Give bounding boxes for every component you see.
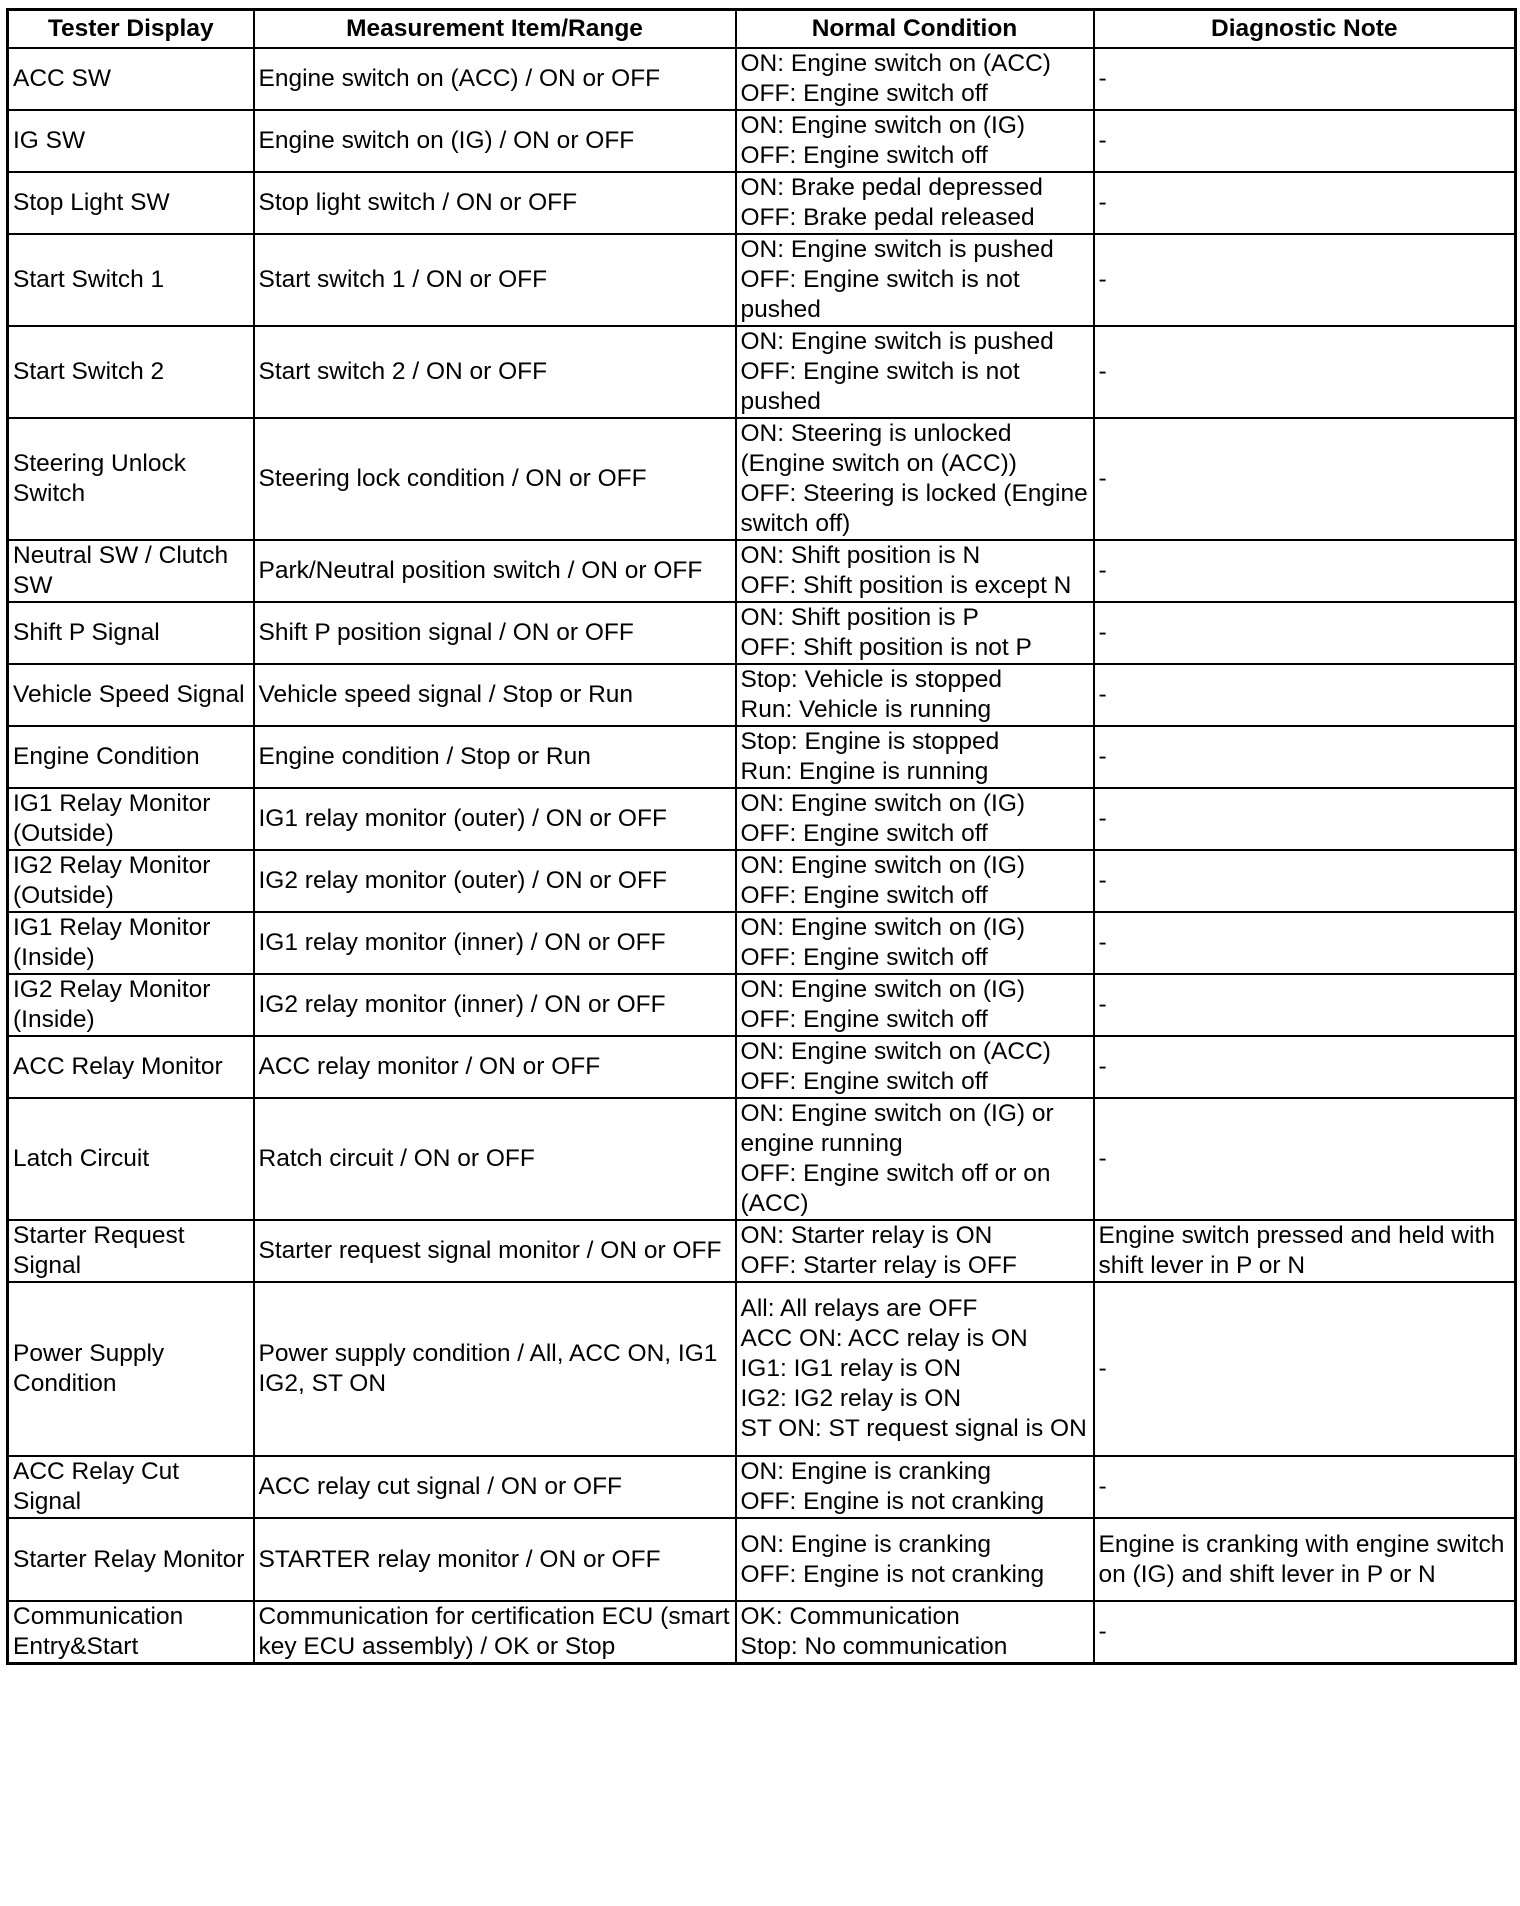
tester-display-cell: Starter Relay Monitor bbox=[8, 1518, 254, 1601]
diagnostic-note-cell: - bbox=[1094, 974, 1516, 1036]
normal-condition-cell: ON: Engine switch on (ACC) OFF: Engine switch off bbox=[736, 1036, 1094, 1098]
normal-condition-cell: ON: Shift position is N OFF: Shift position is except N bbox=[736, 540, 1094, 602]
tester-display-cell: IG2 Relay Monitor (Outside) bbox=[8, 850, 254, 912]
measurement-item-cell: Stop light switch / ON or OFF bbox=[254, 172, 736, 234]
tester-display-cell: Steering Unlock Switch bbox=[8, 418, 254, 540]
tester-display-cell: Communication Entry&Start bbox=[8, 1601, 254, 1664]
normal-condition-cell: ON: Engine switch on (IG) OFF: Engine switch off bbox=[736, 110, 1094, 172]
header-row bbox=[8, 10, 1516, 49]
header-normal-condition: Normal Condition bbox=[736, 10, 1094, 49]
table-row bbox=[8, 788, 1516, 850]
table-row bbox=[8, 602, 1516, 664]
normal-condition-cell: ON: Engine switch on (IG) OFF: Engine switch off bbox=[736, 912, 1094, 974]
table-row bbox=[8, 974, 1516, 1036]
tester-display-cell: ACC Relay Cut Signal bbox=[8, 1456, 254, 1518]
measurement-item-cell: STARTER relay monitor / ON or OFF bbox=[254, 1518, 736, 1601]
normal-condition-cell: ON: Steering is unlocked (Engine switch on (ACC)) OFF: Steering is locked (Engine switch off) bbox=[736, 418, 1094, 540]
diagnostic-note-cell: - bbox=[1094, 1282, 1516, 1456]
normal-condition-cell: ON: Engine is cranking OFF: Engine is not cranking bbox=[736, 1456, 1094, 1518]
table-row bbox=[8, 1601, 1516, 1664]
tester-display-cell: Latch Circuit bbox=[8, 1098, 254, 1220]
diagnostic-note-cell: - bbox=[1094, 1601, 1516, 1664]
tester-display-cell: IG SW bbox=[8, 110, 254, 172]
tester-display-cell: Starter Request Signal bbox=[8, 1220, 254, 1282]
tester-display-cell: IG1 Relay Monitor (Outside) bbox=[8, 788, 254, 850]
diagnostic-note-cell: Engine is cranking with engine switch on (IG) and shift lever in P or N bbox=[1094, 1518, 1516, 1601]
diagnostic-note-cell: - bbox=[1094, 110, 1516, 172]
table-row bbox=[8, 1220, 1516, 1282]
measurement-item-cell: IG1 relay monitor (inner) / ON or OFF bbox=[254, 912, 736, 974]
normal-condition-cell: ON: Starter relay is ON OFF: Starter relay is OFF bbox=[736, 1220, 1094, 1282]
table-row bbox=[8, 1282, 1516, 1456]
normal-condition-cell: OK: Communication Stop: No communication bbox=[736, 1601, 1094, 1664]
table-body bbox=[8, 48, 1516, 1664]
diagnostic-note-cell: - bbox=[1094, 664, 1516, 726]
diagnostic-note-cell: - bbox=[1094, 788, 1516, 850]
normal-condition-cell: ON: Engine is cranking OFF: Engine is not cranking bbox=[736, 1518, 1094, 1601]
header-tester-display: Tester Display bbox=[8, 10, 254, 49]
tester-display-cell: IG2 Relay Monitor (Inside) bbox=[8, 974, 254, 1036]
header-diagnostic-note: Diagnostic Note bbox=[1094, 10, 1516, 49]
diagnostic-note-cell: - bbox=[1094, 234, 1516, 326]
normal-condition-cell: ON: Engine switch on (IG) OFF: Engine switch off bbox=[736, 788, 1094, 850]
diagnostic-note-cell: - bbox=[1094, 1036, 1516, 1098]
table-row bbox=[8, 48, 1516, 110]
diagnostic-note-cell: Engine switch pressed and held with shift lever in P or N bbox=[1094, 1220, 1516, 1282]
table-row bbox=[8, 326, 1516, 418]
measurement-item-cell: Steering lock condition / ON or OFF bbox=[254, 418, 736, 540]
table-row bbox=[8, 1098, 1516, 1220]
tester-display-cell: Shift P Signal bbox=[8, 602, 254, 664]
table-row bbox=[8, 912, 1516, 974]
diagnostic-note-cell: - bbox=[1094, 1456, 1516, 1518]
measurement-item-cell: Shift P position signal / ON or OFF bbox=[254, 602, 736, 664]
measurement-item-cell: Start switch 2 / ON or OFF bbox=[254, 326, 736, 418]
diagnostic-note-cell: - bbox=[1094, 602, 1516, 664]
diagnostic-note-cell: - bbox=[1094, 1098, 1516, 1220]
measurement-item-cell: Power supply condition / All, ACC ON, IG1 IG2, ST ON bbox=[254, 1282, 736, 1456]
normal-condition-cell: ON: Engine switch on (IG) or engine running OFF: Engine switch off or on (ACC) bbox=[736, 1098, 1094, 1220]
diagnostic-note-cell: - bbox=[1094, 172, 1516, 234]
measurement-item-cell: Starter request signal monitor / ON or OFF bbox=[254, 1220, 736, 1282]
tester-display-cell: Start Switch 1 bbox=[8, 234, 254, 326]
measurement-item-cell: IG2 relay monitor (outer) / ON or OFF bbox=[254, 850, 736, 912]
measurement-item-cell: Engine switch on (ACC) / ON or OFF bbox=[254, 48, 736, 110]
measurement-item-cell: Start switch 1 / ON or OFF bbox=[254, 234, 736, 326]
diagnostic-note-cell: - bbox=[1094, 326, 1516, 418]
measurement-item-cell: ACC relay monitor / ON or OFF bbox=[254, 1036, 736, 1098]
normal-condition-cell: ON: Engine switch is pushed OFF: Engine switch is not pushed bbox=[736, 234, 1094, 326]
table-row bbox=[8, 110, 1516, 172]
normal-condition-cell: All: All relays are OFF ACC ON: ACC relay is ON IG1: IG1 relay is ON IG2: IG2 relay is ON ST ON: ST request signal is ON bbox=[736, 1282, 1094, 1456]
table-row bbox=[8, 664, 1516, 726]
tester-display-cell: Engine Condition bbox=[8, 726, 254, 788]
table-row bbox=[8, 540, 1516, 602]
tester-display-cell: ACC SW bbox=[8, 48, 254, 110]
table-row bbox=[8, 1456, 1516, 1518]
tester-display-cell: Neutral SW / Clutch SW bbox=[8, 540, 254, 602]
tester-display-cell: Power Supply Condition bbox=[8, 1282, 254, 1456]
header-measurement-item: Measurement Item/Range bbox=[254, 10, 736, 49]
normal-condition-cell: ON: Engine switch on (IG) OFF: Engine switch off bbox=[736, 974, 1094, 1036]
diagnostic-note-cell: - bbox=[1094, 726, 1516, 788]
normal-condition-cell: ON: Engine switch on (IG) OFF: Engine switch off bbox=[736, 850, 1094, 912]
tester-display-cell: Start Switch 2 bbox=[8, 326, 254, 418]
diagnostic-note-cell: - bbox=[1094, 912, 1516, 974]
table-row bbox=[8, 850, 1516, 912]
measurement-item-cell: Park/Neutral position switch / ON or OFF bbox=[254, 540, 736, 602]
diagnostic-note-cell: - bbox=[1094, 48, 1516, 110]
measurement-item-cell: Engine condition / Stop or Run bbox=[254, 726, 736, 788]
table-row bbox=[8, 418, 1516, 540]
table-row bbox=[8, 1036, 1516, 1098]
diagnostic-note-cell: - bbox=[1094, 418, 1516, 540]
tester-display-cell: IG1 Relay Monitor (Inside) bbox=[8, 912, 254, 974]
diagnostic-note-cell: - bbox=[1094, 850, 1516, 912]
tester-display-cell: ACC Relay Monitor bbox=[8, 1036, 254, 1098]
measurement-item-cell: IG2 relay monitor (inner) / ON or OFF bbox=[254, 974, 736, 1036]
data-list-table bbox=[6, 8, 1517, 1665]
tester-display-cell: Vehicle Speed Signal bbox=[8, 664, 254, 726]
measurement-item-cell: Communication for certification ECU (smart key ECU assembly) / OK or Stop bbox=[254, 1601, 736, 1664]
normal-condition-cell: ON: Brake pedal depressed OFF: Brake pedal released bbox=[736, 172, 1094, 234]
measurement-item-cell: ACC relay cut signal / ON or OFF bbox=[254, 1456, 736, 1518]
measurement-item-cell: IG1 relay monitor (outer) / ON or OFF bbox=[254, 788, 736, 850]
normal-condition-cell: Stop: Vehicle is stopped Run: Vehicle is running bbox=[736, 664, 1094, 726]
normal-condition-cell: Stop: Engine is stopped Run: Engine is running bbox=[736, 726, 1094, 788]
tester-display-cell: Stop Light SW bbox=[8, 172, 254, 234]
normal-condition-cell: ON: Engine switch on (ACC) OFF: Engine switch off bbox=[736, 48, 1094, 110]
measurement-item-cell: Engine switch on (IG) / ON or OFF bbox=[254, 110, 736, 172]
table-row bbox=[8, 172, 1516, 234]
diagnostic-note-cell: - bbox=[1094, 540, 1516, 602]
table-row bbox=[8, 1518, 1516, 1601]
measurement-item-cell: Vehicle speed signal / Stop or Run bbox=[254, 664, 736, 726]
table-row bbox=[8, 234, 1516, 326]
table-row bbox=[8, 726, 1516, 788]
normal-condition-cell: ON: Shift position is P OFF: Shift position is not P bbox=[736, 602, 1094, 664]
measurement-item-cell: Ratch circuit / ON or OFF bbox=[254, 1098, 736, 1220]
normal-condition-cell: ON: Engine switch is pushed OFF: Engine switch is not pushed bbox=[736, 326, 1094, 418]
